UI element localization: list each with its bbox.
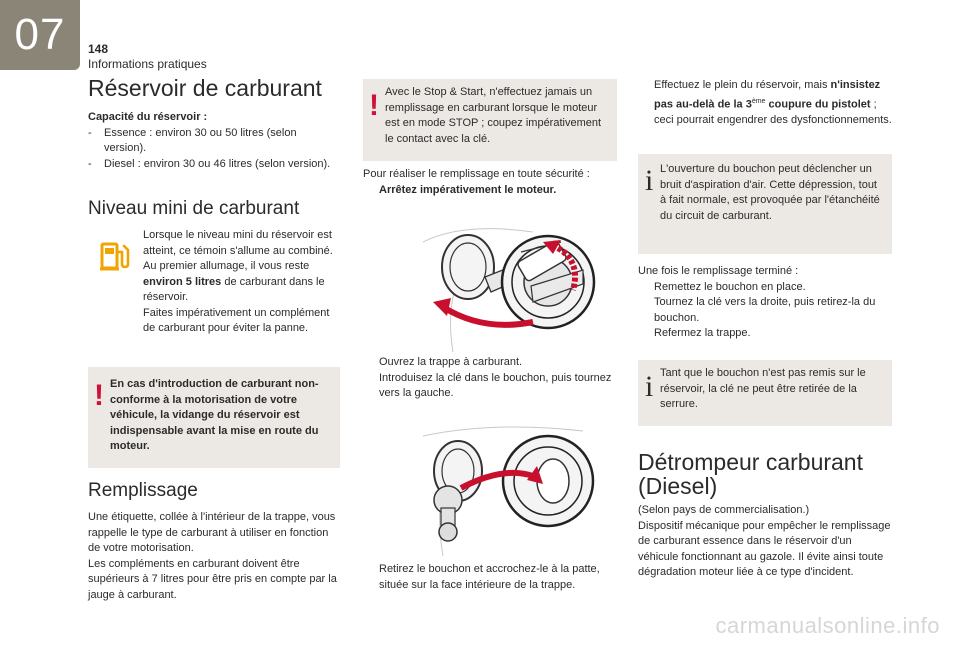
- figure-cap-removed: [413, 416, 615, 556]
- watermark: carmanualsonline.info: [715, 613, 940, 638]
- reservoir-title: Réservoir de carburant: [88, 75, 322, 101]
- detrompeur-text: [638, 503, 892, 581]
- remplissage-paragraph: Une étiquette, collée à l'intérieur de la trappe, vous rappelle le type de carburant à utiliser en fonction de votre motorisation.: [88, 511, 336, 554]
- detrompeur-paragraph-2: Dispositif mécanique pour empêcher le remplissage de carburant essence dans le réservoir d'un véhicule fonctionnant au gazole. Il évite ainsi toute dégradation moteur liée à ce type d'incident.: [638, 519, 891, 578]
- remplissage-text: [88, 510, 340, 603]
- chapter-badge: [0, 0, 80, 70]
- info-text: L'ouverture du bouchon peut déclencher un bruit d'aspiration d'air. Cette dépression, tout à fait normale, est provoquée par l'étanchéité du circuit de carburant.: [660, 163, 880, 222]
- capacity-label: Capacité du réservoir :: [88, 111, 208, 123]
- after-steps-block: [638, 264, 892, 342]
- warning-box-fuel: [88, 367, 340, 468]
- info-text: Tant que le bouchon n'est pas remis sur le réservoir, la clé ne peut être retirée de la serrure.: [660, 367, 866, 410]
- detrompeur-title-line2: (Diesel): [638, 473, 718, 500]
- fuel-pump-icon: [96, 238, 132, 274]
- niveau-paragraph-2: Faites impérativement un complément de carburant pour éviter la panne.: [143, 306, 330, 334]
- after-intro: Une fois le remplissage terminé :: [638, 265, 799, 277]
- list-item: Arrêtez impérativement le moteur.: [379, 183, 557, 196]
- page-number: 148: [88, 42, 109, 56]
- list-item: Remettez le bouchon en place.: [654, 280, 806, 293]
- step5-block: [638, 78, 892, 128]
- detrompeur-title-line1: Détrompeur carburant: [638, 449, 863, 475]
- steps-intro-block: [363, 167, 617, 198]
- info-icon: i: [645, 370, 654, 403]
- detrompeur-title: [638, 450, 892, 498]
- niveau-text: [143, 228, 338, 337]
- chapter-number: 07: [14, 10, 66, 59]
- warning-icon: !: [94, 379, 104, 412]
- detrompeur-paragraph: (Selon pays de commercialisation.): [638, 504, 810, 516]
- figure-key-in-cap: [423, 212, 615, 352]
- steps-block-3: [363, 562, 617, 593]
- list-item: Refermez la trappe.: [654, 327, 751, 339]
- list-item: Effectuez le plein du réservoir, mais n'insistez pas au-delà de la 3ème coupure du pistolet ; ceci pourrait engendrer des dysfonctionnements.: [654, 79, 892, 126]
- warning-box-stopstart: [363, 79, 617, 161]
- list-item: Retirez le bouchon et accrochez-le à la patte, située sur la face intérieure de la trappe.: [379, 563, 600, 591]
- section-title: Informations pratiques: [88, 57, 207, 71]
- warning-icon: !: [369, 89, 379, 122]
- warning-text: En cas d'introduction de carburant non-conforme à la motorisation de votre véhicule, la vidange du réservoir est indispensable avant la mise en route du moteur.: [110, 378, 319, 452]
- list-item: Ouvrez la trappe à carburant.: [379, 356, 523, 368]
- steps-intro: Pour réaliser le remplissage en toute sécurité :: [363, 168, 590, 180]
- list-item: Tournez la clé vers la droite, puis retirez-la du bouchon.: [654, 296, 876, 324]
- info-box-key: [638, 360, 892, 426]
- reservoir-capacity: [88, 110, 340, 172]
- list-item: - Diesel : environ 30 ou 46 litres (selon version).: [88, 157, 331, 170]
- info-icon: i: [645, 164, 654, 197]
- niveau-title: Niveau mini de carburant: [88, 198, 300, 219]
- info-box-aspiration: [638, 154, 892, 254]
- remplissage-title: Remplissage: [88, 480, 198, 501]
- warning-text: Avec le Stop & Start, n'effectuez jamais un remplissage en carburant lorsque le moteur est en mode STOP ; coupez impérativement le contact avec la clé.: [385, 86, 602, 145]
- steps-block-2: [363, 355, 617, 402]
- list-item: - Essence : environ 30 ou 50 litres (selon version).: [88, 126, 297, 154]
- niveau-paragraph: Lorsque le niveau mini du réservoir est atteint, ce témoin s'allume au combiné. Au premier allumage, il vous reste environ 5 litres de carburant dans le réservoir.: [143, 229, 333, 303]
- capacity-list: [88, 126, 340, 173]
- list-item: Introduisez la clé dans le bouchon, puis tournez vers la gauche.: [379, 371, 612, 399]
- remplissage-paragraph-2: Les compléments en carburant doivent être supérieurs à 7 litres pour être pris en compte par la jauge à carburant.: [88, 557, 337, 601]
